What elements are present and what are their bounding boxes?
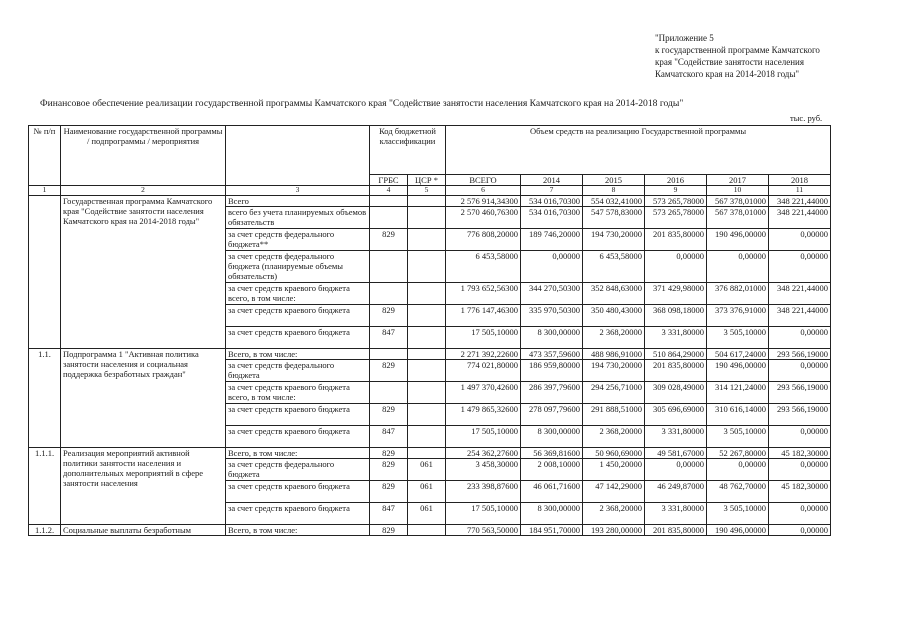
year-value: 47 142,29000 (583, 481, 645, 503)
grbs-code (370, 382, 408, 404)
funding-source: за счет средств краевого бюджета (226, 404, 370, 426)
csr-code (408, 525, 446, 536)
col-number: 4 (370, 186, 408, 196)
year-value: 504 617,24000 (707, 349, 769, 360)
year-value: 352 848,63000 (583, 283, 645, 305)
year-value: 348 221,44000 (769, 207, 831, 229)
year-value: 534 016,70300 (521, 207, 583, 229)
header-source (226, 126, 370, 186)
year-value: 310 616,14000 (707, 404, 769, 426)
year-value: 294 256,71000 (583, 382, 645, 404)
csr-code (408, 196, 446, 207)
csr-code (408, 327, 446, 349)
csr-code (408, 426, 446, 448)
funding-source: за счет средств краевого бюджета (226, 426, 370, 448)
year-value: 0,00000 (645, 251, 707, 283)
funding-source: за счет средств федерального бюджета** (226, 229, 370, 251)
year-value: 186 959,80000 (521, 360, 583, 382)
grbs-code: 829 (370, 481, 408, 503)
header-total: ВСЕГО (446, 175, 521, 186)
total-value: 1 497 370,42600 (446, 382, 521, 404)
col-number: 6 (446, 186, 521, 196)
grbs-code: 847 (370, 426, 408, 448)
csr-code (408, 404, 446, 426)
year-value: 46 061,71600 (521, 481, 583, 503)
year-value: 547 578,83000 (583, 207, 645, 229)
col-number: 3 (226, 186, 370, 196)
funding-source: за счет средств краевого бюджета всего, в том числе: (226, 283, 370, 305)
csr-code (408, 229, 446, 251)
year-value: 554 032,41000 (583, 196, 645, 207)
header-2016: 2016 (645, 175, 707, 186)
grbs-code (370, 251, 408, 283)
csr-code: 061 (408, 481, 446, 503)
year-value: 0,00000 (769, 426, 831, 448)
total-value: 6 453,58000 (446, 251, 521, 283)
funding-source: Всего, в том числе: (226, 349, 370, 360)
csr-code (408, 349, 446, 360)
year-value: 473 357,59600 (521, 349, 583, 360)
year-value: 293 566,19000 (769, 349, 831, 360)
header-csr: ЦСР * (408, 175, 446, 186)
header-2015: 2015 (583, 175, 645, 186)
funding-source: за счет средств краевого бюджета всего, в том числе: (226, 382, 370, 404)
year-value: 190 496,00000 (707, 525, 769, 536)
row-number: 1.1.2. (29, 525, 61, 536)
total-value: 2 576 914,34300 (446, 196, 521, 207)
appendix-line: к государственной программе Камчатского (655, 45, 820, 55)
year-value: 190 496,00000 (707, 229, 769, 251)
year-value: 0,00000 (645, 459, 707, 481)
year-value: 0,00000 (707, 459, 769, 481)
year-value: 201 835,80000 (645, 229, 707, 251)
year-value: 0,00000 (769, 229, 831, 251)
funding-source: Всего, в том числе: (226, 448, 370, 459)
column-number-row (29, 186, 831, 196)
total-value: 17 505,10000 (446, 503, 521, 525)
year-value: 201 835,80000 (645, 525, 707, 536)
grbs-code (370, 349, 408, 360)
header-2014: 2014 (521, 175, 583, 186)
year-value: 0,00000 (769, 525, 831, 536)
year-value: 52 267,80000 (707, 448, 769, 459)
units-label: тыс. руб. (790, 113, 823, 123)
col-number: 2 (61, 186, 226, 196)
funding-source: всего без учета планируемых объемов обязательств (226, 207, 370, 229)
year-value: 350 480,43000 (583, 305, 645, 327)
year-value: 309 028,49000 (645, 382, 707, 404)
year-value: 48 762,70000 (707, 481, 769, 503)
csr-code (408, 207, 446, 229)
year-value: 567 378,01000 (707, 196, 769, 207)
year-value: 291 888,51000 (583, 404, 645, 426)
financing-table (28, 125, 831, 536)
total-value: 774 021,80000 (446, 360, 521, 382)
csr-code: 061 (408, 459, 446, 481)
col-number: 8 (583, 186, 645, 196)
total-value: 776 808,20000 (446, 229, 521, 251)
year-value: 8 300,00000 (521, 503, 583, 525)
total-value: 1 776 147,46300 (446, 305, 521, 327)
grbs-code: 829 (370, 360, 408, 382)
funding-source: за счет средств федерального бюджета (планируемые объемы обязательств) (226, 251, 370, 283)
row-number (29, 196, 61, 349)
appendix-line: Камчатского края на 2014-2018 годы" (655, 69, 800, 79)
program-name: Социальные выплаты безработным (61, 525, 226, 536)
row-number: 1.1.1. (29, 448, 61, 525)
grbs-code: 847 (370, 327, 408, 349)
csr-code (408, 305, 446, 327)
total-value: 1 793 652,56300 (446, 283, 521, 305)
row-number: 1.1. (29, 349, 61, 448)
year-value: 194 730,20000 (583, 360, 645, 382)
year-value: 201 835,80000 (645, 360, 707, 382)
total-value: 1 479 865,32600 (446, 404, 521, 426)
csr-code (408, 382, 446, 404)
funding-source: за счет средств федерального бюджета (226, 459, 370, 481)
document-title: Финансовое обеспечение реализации государственной программы Камчатского края "Содействие занятости населения Камчатского края на 2014-2018 годы" (40, 98, 684, 109)
table-row (29, 525, 831, 536)
total-value: 2 271 392,22600 (446, 349, 521, 360)
year-value: 8 300,00000 (521, 426, 583, 448)
year-value: 45 182,30000 (769, 481, 831, 503)
header-2018: 2018 (769, 175, 831, 186)
year-value: 305 696,69000 (645, 404, 707, 426)
table-row (29, 349, 831, 360)
year-value: 3 505,10000 (707, 327, 769, 349)
funding-source: за счет средств федерального бюджета (226, 360, 370, 382)
year-value: 373 376,91000 (707, 305, 769, 327)
funding-source: за счет средств краевого бюджета (226, 305, 370, 327)
year-value: 3 505,10000 (707, 426, 769, 448)
col-number: 9 (645, 186, 707, 196)
year-value: 8 300,00000 (521, 327, 583, 349)
year-value: 194 730,20000 (583, 229, 645, 251)
year-value: 348 221,44000 (769, 305, 831, 327)
grbs-code: 829 (370, 459, 408, 481)
year-value: 190 496,00000 (707, 360, 769, 382)
total-value: 17 505,10000 (446, 426, 521, 448)
csr-code (408, 360, 446, 382)
year-value: 567 378,01000 (707, 207, 769, 229)
program-name: Реализация мероприятий активной политики занятости населения и дополнительных мероприятий в сфере занятости населения (61, 448, 226, 525)
year-value: 314 121,24000 (707, 382, 769, 404)
year-value: 2 008,10000 (521, 459, 583, 481)
csr-code (408, 448, 446, 459)
year-value: 50 960,69000 (583, 448, 645, 459)
funding-source: за счет средств краевого бюджета (226, 481, 370, 503)
grbs-code (370, 283, 408, 305)
year-value: 184 951,70000 (521, 525, 583, 536)
csr-code (408, 251, 446, 283)
program-name: Государственная программа Камчатского края "Содействие занятости населения Камчатского края на 2014-2018 годы" (61, 196, 226, 349)
col-number: 10 (707, 186, 769, 196)
year-value: 348 221,44000 (769, 196, 831, 207)
year-value: 2 368,20000 (583, 426, 645, 448)
grbs-code: 829 (370, 229, 408, 251)
grbs-code (370, 196, 408, 207)
year-value: 0,00000 (769, 503, 831, 525)
col-number: 11 (769, 186, 831, 196)
header-code: Код бюджетной классификации (370, 126, 446, 175)
year-value: 189 746,20000 (521, 229, 583, 251)
year-value: 56 369,81600 (521, 448, 583, 459)
header-volume: Объем средств на реализацию Государственной программы (446, 126, 831, 175)
total-value: 17 505,10000 (446, 327, 521, 349)
col-number: 1 (29, 186, 61, 196)
col-number: 5 (408, 186, 446, 196)
year-value: 45 182,30000 (769, 448, 831, 459)
appendix-line: края "Содействие занятости населения (655, 57, 805, 67)
grbs-code: 847 (370, 503, 408, 525)
header-grbs: ГРБС (370, 175, 408, 186)
appendix-line: "Приложение 5 (655, 33, 714, 43)
year-value: 6 453,58000 (583, 251, 645, 283)
year-value: 286 397,79600 (521, 382, 583, 404)
total-value: 3 458,30000 (446, 459, 521, 481)
year-value: 293 566,19000 (769, 404, 831, 426)
header-2017: 2017 (707, 175, 769, 186)
grbs-code: 829 (370, 525, 408, 536)
year-value: 293 566,19000 (769, 382, 831, 404)
year-value: 0,00000 (769, 251, 831, 283)
year-value: 49 581,67000 (645, 448, 707, 459)
year-value: 0,00000 (707, 251, 769, 283)
year-value: 534 016,70300 (521, 196, 583, 207)
appendix-note (655, 32, 885, 80)
year-value: 573 265,78000 (645, 196, 707, 207)
program-name: Подпрограмма 1 "Активная политика занятости населения и социальная поддержка безработных граждан" (61, 349, 226, 448)
year-value: 0,00000 (521, 251, 583, 283)
year-value: 3 331,80000 (645, 503, 707, 525)
year-value: 348 221,44000 (769, 283, 831, 305)
year-value: 0,00000 (769, 459, 831, 481)
total-value: 254 362,27600 (446, 448, 521, 459)
total-value: 2 570 460,76300 (446, 207, 521, 229)
total-value: 770 563,50000 (446, 525, 521, 536)
csr-code (408, 283, 446, 305)
year-value: 3 505,10000 (707, 503, 769, 525)
header-num: № п/п (29, 126, 61, 186)
year-value: 510 864,29000 (645, 349, 707, 360)
funding-source: за счет средств краевого бюджета (226, 327, 370, 349)
grbs-code: 829 (370, 305, 408, 327)
table-row (29, 448, 831, 459)
header-name: Наименование государственной программы / подпрограммы / мероприятия (61, 126, 226, 186)
year-value: 376 882,01000 (707, 283, 769, 305)
year-value: 371 429,98000 (645, 283, 707, 305)
year-value: 488 986,91000 (583, 349, 645, 360)
csr-code: 061 (408, 503, 446, 525)
year-value: 1 450,20000 (583, 459, 645, 481)
total-value: 233 398,87600 (446, 481, 521, 503)
year-value: 193 280,00000 (583, 525, 645, 536)
year-value: 0,00000 (769, 327, 831, 349)
grbs-code: 829 (370, 448, 408, 459)
funding-source: за счет средств краевого бюджета (226, 503, 370, 525)
year-value: 335 970,50300 (521, 305, 583, 327)
year-value: 344 270,50300 (521, 283, 583, 305)
funding-source: Всего (226, 196, 370, 207)
year-value: 3 331,80000 (645, 426, 707, 448)
year-value: 368 098,18000 (645, 305, 707, 327)
year-value: 278 097,79600 (521, 404, 583, 426)
col-number: 7 (521, 186, 583, 196)
table-row (29, 196, 831, 207)
year-value: 0,00000 (769, 360, 831, 382)
year-value: 46 249,87000 (645, 481, 707, 503)
year-value: 2 368,20000 (583, 327, 645, 349)
funding-source: Всего, в том числе: (226, 525, 370, 536)
grbs-code (370, 207, 408, 229)
year-value: 573 265,78000 (645, 207, 707, 229)
grbs-code: 829 (370, 404, 408, 426)
year-value: 2 368,20000 (583, 503, 645, 525)
year-value: 3 331,80000 (645, 327, 707, 349)
